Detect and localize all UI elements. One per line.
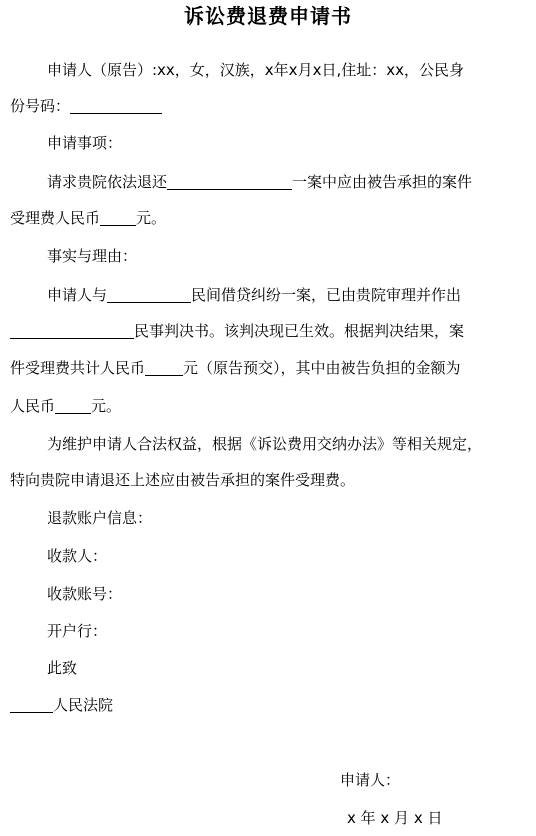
matters-line-2 [10,207,166,229]
matters-line-2-prefix: 受理费人民币 [10,209,101,227]
court-name-blank [10,696,53,713]
id-number-label: 份号码： [10,97,71,115]
account-number-label: 收款账号： [47,585,123,603]
facts-line-2-suffix: 民事判决书。该判决现已生效。根据判决结果，案 [134,322,465,340]
applicant-info-line-2 [10,95,162,117]
total-fee-blank [145,359,183,376]
basis-line-1: 为维护申请人合法权益，根据《诉讼费用交纳办法》等相关规定， [47,435,483,453]
facts-line-3-suffix: 元（原告预交），其中由被告负担的金额为 [183,359,461,377]
court-line [10,694,113,716]
matters-line-1-prefix: 请求贵院依法退还 [47,173,168,191]
facts-line-3-prefix: 件受理费共计人民币 [10,359,146,377]
facts-line-1 [47,284,461,306]
basis-line-2: 特向贵院申请退还上述应由被告承担的案件受理费。 [10,471,356,489]
signature-date: x 年 x 月 x 日 [347,809,443,827]
facts-line-4-suffix: 元。 [91,397,122,415]
court-suffix: 人民法院 [53,696,114,714]
matters-heading: 申请事项： [47,134,123,152]
facts-line-1-suffix: 民间借贷纠纷一案，已由贵院审理并作出 [191,286,462,304]
matters-line-1 [47,171,472,193]
closing-salutation: 此致 [47,659,78,677]
facts-heading: 事实与理由： [47,247,138,265]
judgment-number-blank [10,322,134,339]
refund-account-heading: 退款账户信息： [47,509,153,527]
applicant-info-line-1: 申请人（原告）:xx，女，汉族，x年x月x日,住址：xx，公民身 [47,61,464,79]
signature-label: 申请人： [340,771,401,789]
id-number-blank [70,97,162,114]
matters-line-1-suffix: 一案中应由被告承担的案件 [292,173,473,191]
facts-line-1-prefix: 申请人与 [47,286,108,304]
defendant-fee-blank [55,397,91,414]
facts-line-3 [10,357,461,379]
matters-line-2-suffix: 元。 [136,209,167,227]
document-title: 诉讼费退费申请书 [184,4,352,28]
bank-label: 开户行： [47,622,108,640]
facts-line-4 [10,395,121,417]
defendant-name-blank [107,286,191,303]
facts-line-4-prefix: 人民币 [10,397,56,415]
case-name-blank [167,173,292,190]
facts-line-2 [10,320,464,342]
payee-label: 收款人： [47,547,108,565]
refund-amount-blank [100,209,136,226]
